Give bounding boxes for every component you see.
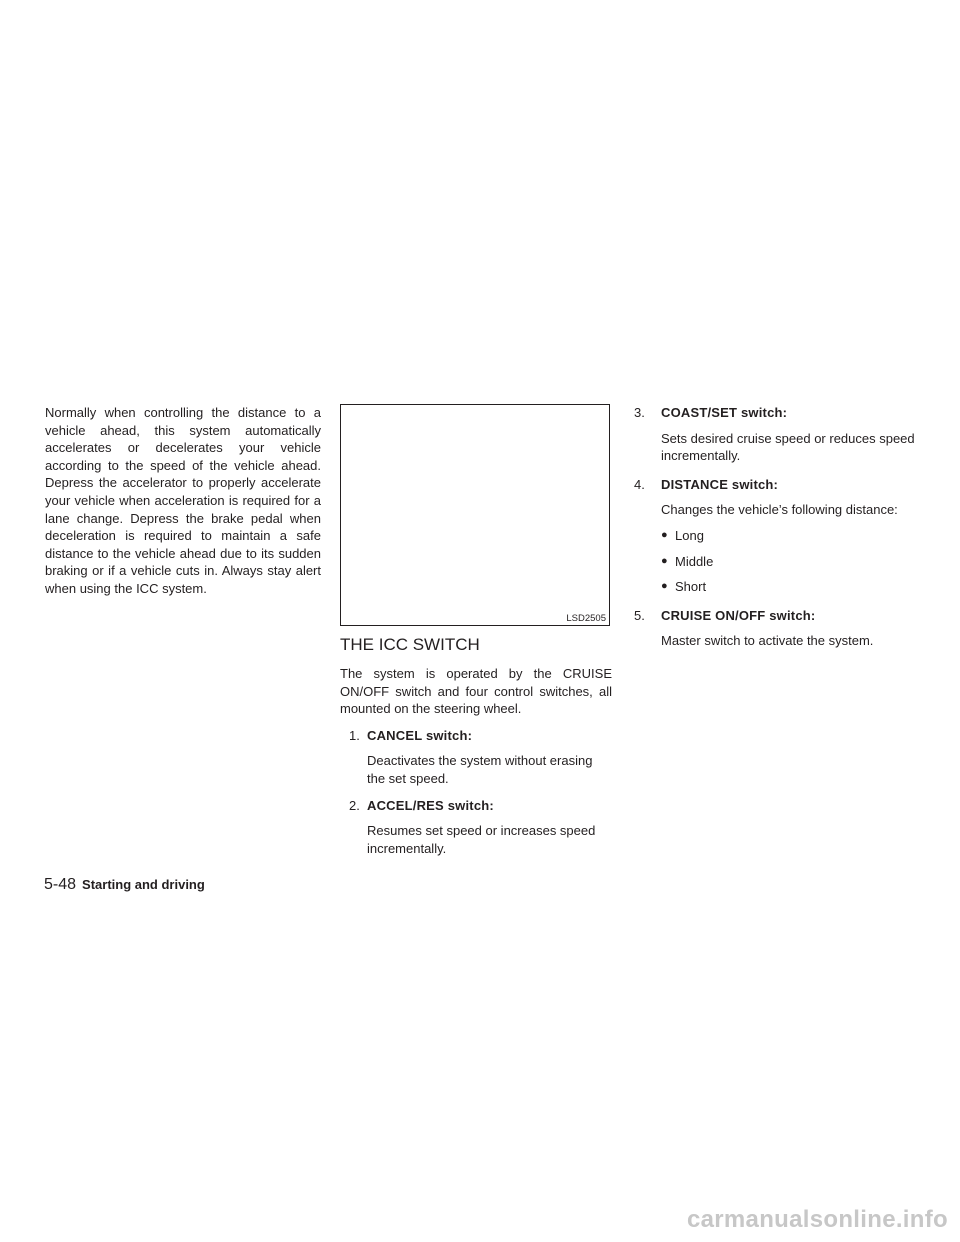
switch-item-coast-set (634, 404, 918, 465)
middle-column (340, 404, 612, 857)
distance-option-long: ● Long (661, 527, 918, 545)
item-title: CANCEL switch: (367, 727, 473, 743)
icc-switch-figure (340, 404, 610, 626)
intro-paragraph: Normally when controlling the distance to a vehicle ahead, this system automatically accelerates or decelerates your vehicle according to the speed of the vehicle ahead. Depress the accelerator to properly accelerate your vehicle when acceleration is required for a lane change. Depress the brake pedal when deceleration is required to maintain a safe distance to the vehicle ahead due to its sudden braking or if a vehicle cuts in. Always stay alert when using the ICC system. (45, 405, 321, 596)
item-title: DISTANCE switch: (661, 476, 779, 492)
switch-item-distance (634, 476, 918, 596)
section-body: The system is operated by the CRUISE ON/OFF switch and four control switches, all mounted on the steering wheel. (340, 666, 612, 717)
item-number: 2. (349, 797, 360, 813)
left-column (45, 404, 321, 598)
item-description: Resumes set speed or increases speed incrementally. (367, 823, 596, 856)
figure-code: LSD2505 (566, 613, 606, 624)
item-number: 3. (634, 405, 645, 420)
item-title: COAST/SET switch: (661, 405, 788, 420)
item-description: Changes the vehicle’s following distance: (661, 502, 898, 518)
switch-item-cruise-on-off (634, 607, 918, 650)
footer-section-title: Starting and driving (82, 877, 205, 892)
item-number: 4. (634, 476, 645, 492)
item-description: Master switch to activate the system. (661, 633, 874, 649)
switch-item-cancel (340, 727, 612, 788)
item-title: CRUISE ON/OFF switch: (661, 607, 816, 623)
right-column (634, 404, 918, 661)
distance-option-short: ● Short (661, 578, 918, 596)
item-description: Sets desired cruise speed or reduces speed incrementally. (661, 430, 915, 464)
page-footer (44, 876, 205, 894)
switch-item-accel-res (340, 797, 612, 858)
page-number: 5-48 (44, 876, 77, 893)
watermark: carmanualsonline.info (686, 1206, 948, 1233)
distance-option-middle: ● Middle (661, 553, 918, 571)
item-number: 5. (634, 607, 645, 623)
item-number: 1. (349, 727, 360, 743)
section-heading: THE ICC SWITCH (340, 635, 480, 654)
item-title: ACCEL/RES switch: (367, 797, 494, 813)
item-description: Deactivates the system without erasing the set speed. (367, 753, 593, 786)
